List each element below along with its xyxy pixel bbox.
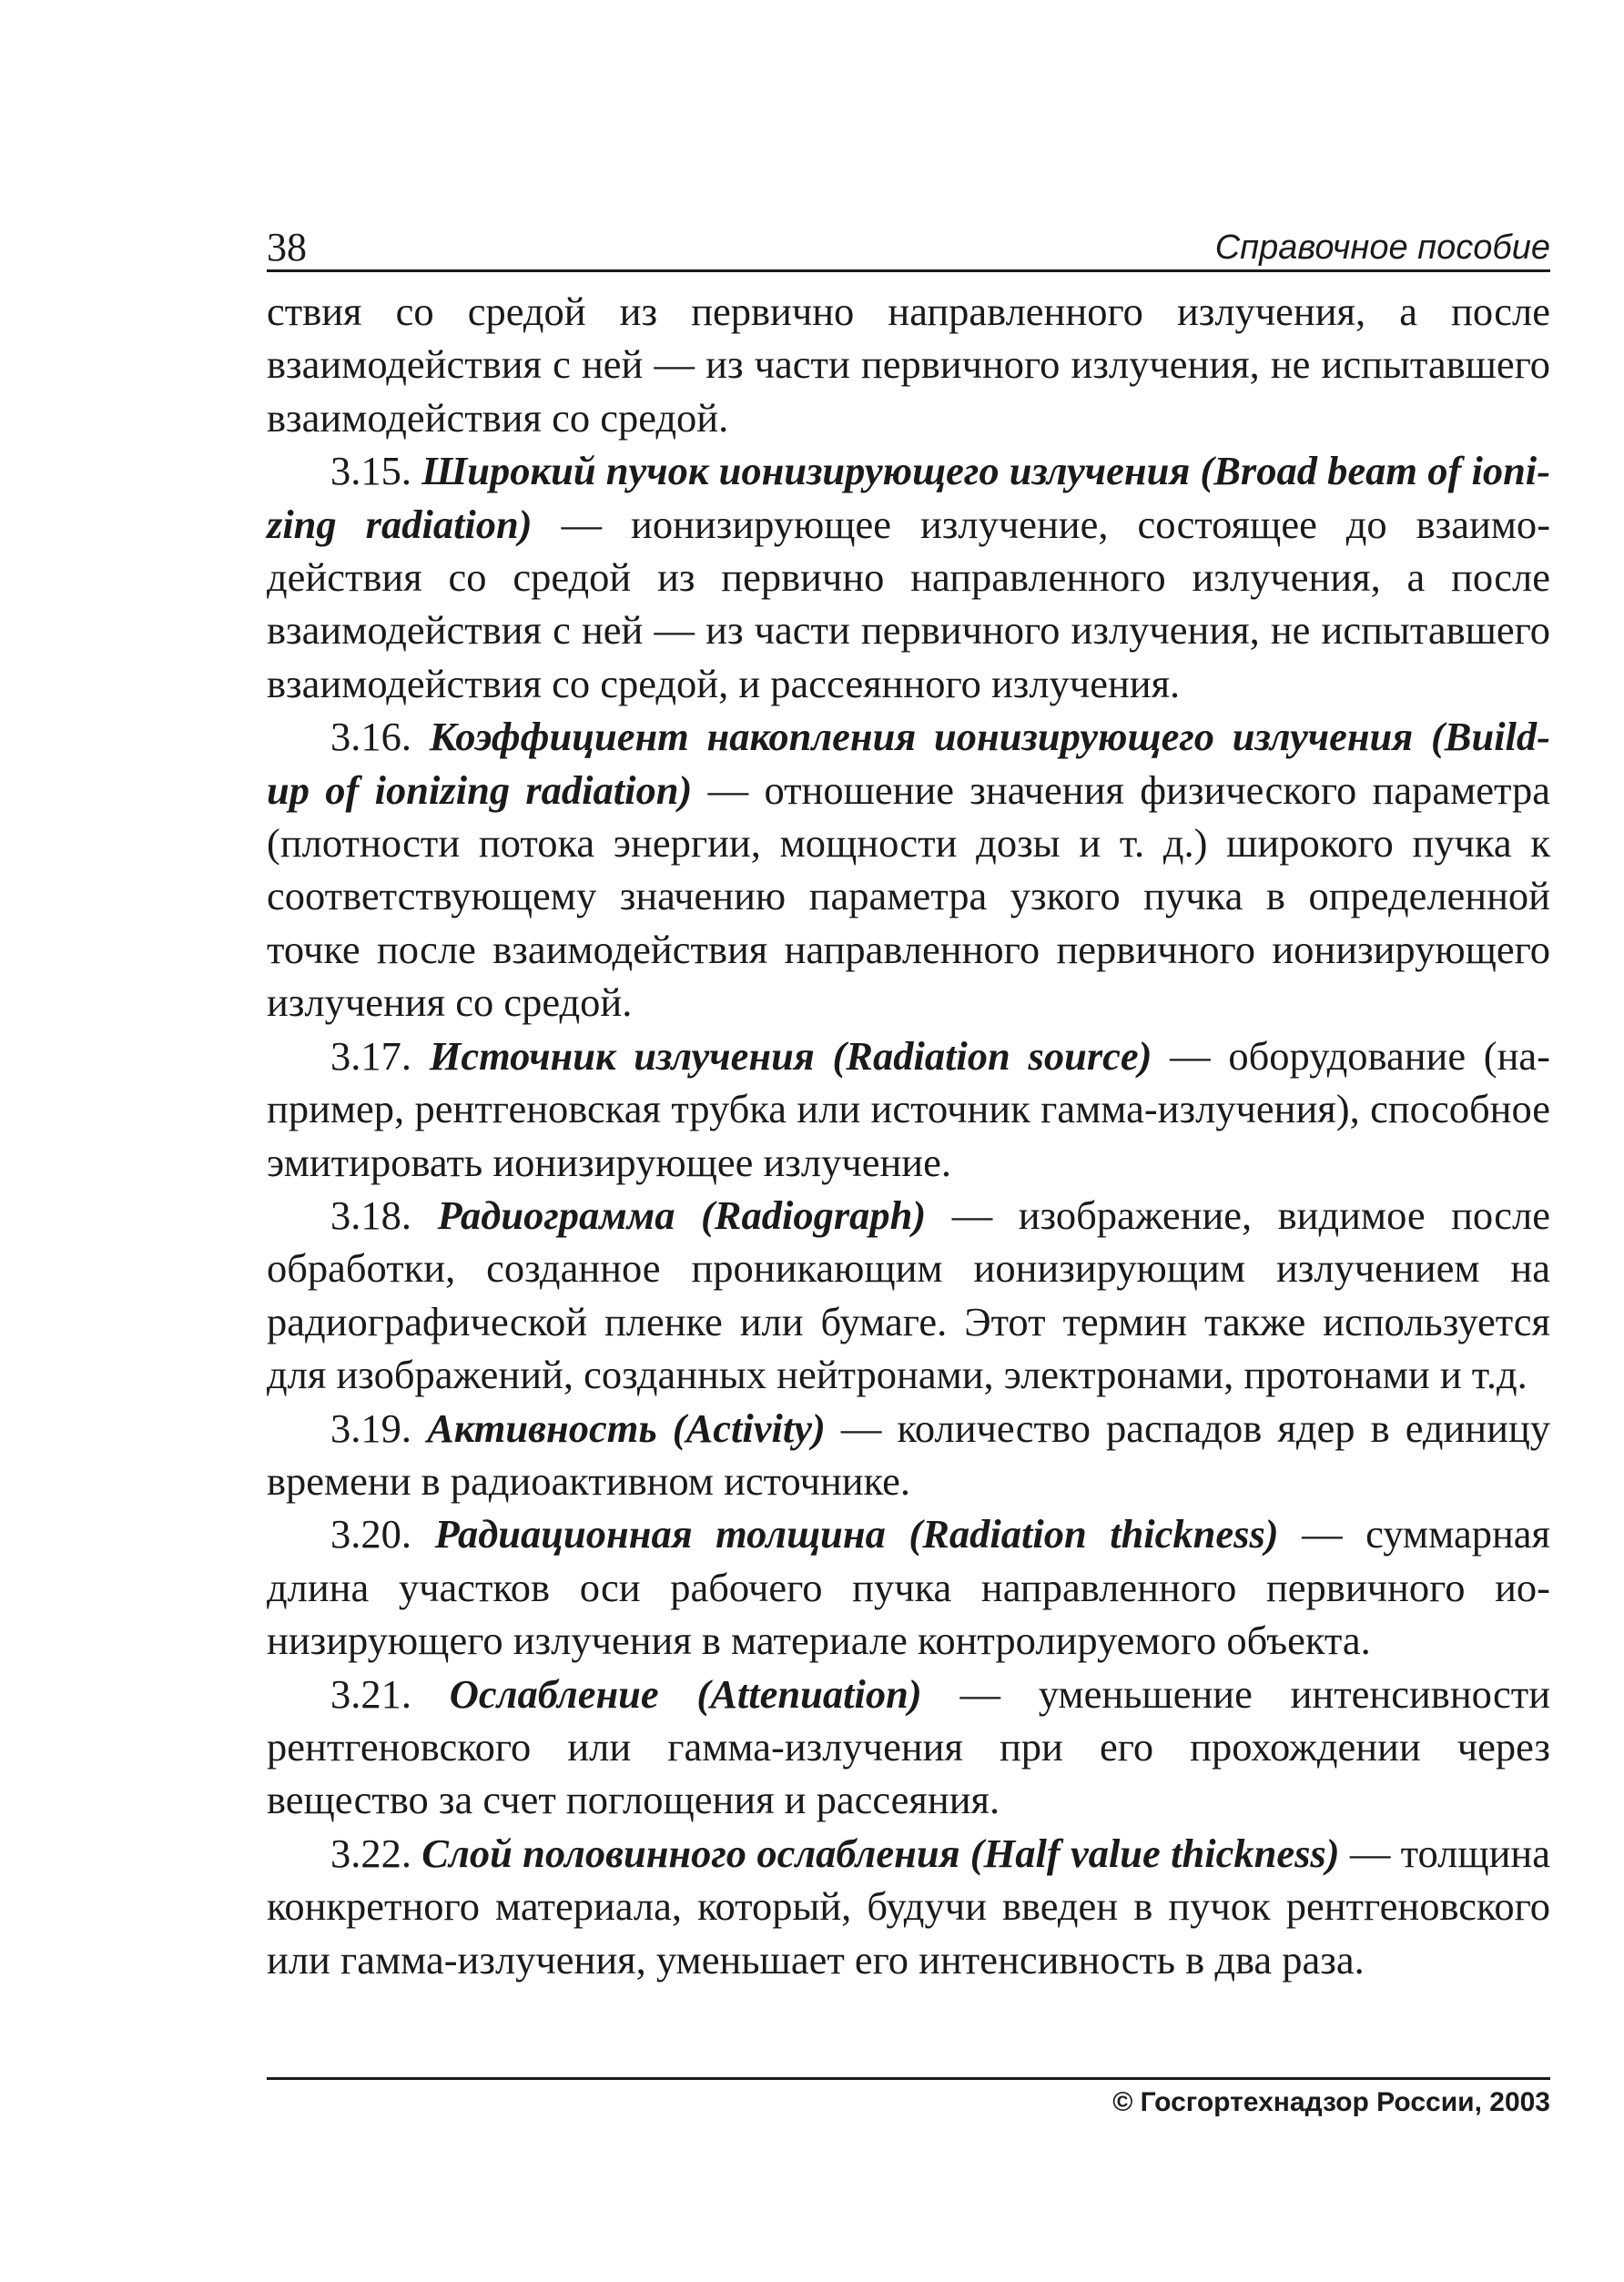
definition-3-16	[267, 710, 1550, 1029]
term-separator: —	[825, 1405, 898, 1451]
definition-3-19	[267, 1402, 1550, 1508]
term-separator: —	[532, 501, 632, 547]
book-title: Справочное пособие	[1214, 228, 1550, 267]
clause-number: 3.21.	[330, 1670, 450, 1717]
definition-text: количество распадов ядер в единицу времени в радиоактивном источнике.	[267, 1405, 1551, 1504]
definition-3-20	[267, 1507, 1550, 1667]
defined-term: Слой половинного ослабления (Half value thickness)	[421, 1830, 1340, 1876]
term-separator: —	[1339, 1830, 1401, 1876]
copyright-notice: © Госгортехнадзор России, 2003	[1112, 2087, 1550, 2117]
body-text	[267, 285, 1550, 1986]
term-separator: —	[1152, 1032, 1229, 1079]
term-separator: —	[1278, 1511, 1366, 1557]
defined-term: Коэффициент накопления ионизирующего излучения (Build-up of ionizing radiation)	[267, 714, 1550, 813]
paragraph-text: ствия со средой из первично направленного излучения, а после взаимодействия с ней — из части первичного излучения, не испытавшего взаимодействия со средой.	[267, 289, 1550, 441]
clause-number: 3.15.	[330, 448, 422, 494]
clause-number: 3.16.	[330, 714, 430, 760]
definition-3-17	[267, 1029, 1550, 1189]
clause-number: 3.17.	[330, 1032, 430, 1079]
running-head	[267, 226, 1550, 272]
defined-term: Ослабление (Attenuation)	[449, 1670, 922, 1717]
page-footer	[267, 2077, 1550, 2118]
page	[267, 226, 1550, 1986]
clause-number: 3.18.	[330, 1192, 438, 1238]
definition-text: уменьшение интенсивности рентгеновского или гамма-излучения при его прохождении через вещество за счет поглощения и рассеяния.	[267, 1670, 1551, 1823]
definition-text: изображение, видимое после обработки, созданное проникающим ионизирующим излучением на радиографической пленке или бумаге. Этот термин также используется для изображений, созданных нейтронами, электронами, протонами и т.д.	[267, 1192, 1551, 1398]
definition-3-15	[267, 444, 1550, 710]
term-separator: —	[692, 766, 765, 813]
definition-text: оборудование (например, рентгеновская трубка или источник гамма-излучения), способное эмитировать ионизирующее излучение.	[267, 1032, 1550, 1185]
paragraph-continuation	[267, 285, 1550, 444]
definition-text: ионизирующее излучение, состоящее до взаимодействия со средой из первично направленного излучения, а после взаимодействия с ней — из части первичного излучения, не испытавшего взаимодействия со средой, и рассеянного излучения.	[267, 501, 1551, 706]
defined-term: Радиационная толщина (Radiation thickness)	[434, 1511, 1279, 1557]
clause-number: 3.19.	[330, 1405, 428, 1451]
definition-text: отношение значения физического параметра (плотности потока энергии, мощности дозы и т. д.) широкого пучка к соответствующему значению параметра узкого пучка в определенной точке после взаимодействия направленного первичного ионизирующего излучения со средой.	[267, 766, 1550, 1026]
defined-term: Источник излучения (Radiation source)	[429, 1032, 1152, 1079]
clause-number: 3.20.	[330, 1511, 435, 1557]
defined-term: Радиограмма (Radiograph)	[437, 1192, 927, 1238]
term-separator: —	[921, 1670, 1039, 1717]
page-number: 38	[267, 225, 307, 269]
clause-number: 3.22.	[330, 1830, 422, 1876]
definition-text: суммарная длина участков оси рабочего пучка направленного первичного ионизирующего излучения в материале контролируемого объекта.	[267, 1511, 1550, 1664]
defined-term: Активность (Activity)	[427, 1405, 826, 1451]
defined-term: Широкий пучок ионизирующего излучения (Broad beam of ionizing radiation)	[267, 448, 1551, 547]
definition-text: толщина конкретного материала, который, будучи введен в пучок рентгеновского или гамма-излучения, уменьшает его интенсивность в два раза.	[267, 1830, 1551, 1983]
term-separator: —	[926, 1192, 1019, 1238]
definition-3-22	[267, 1827, 1550, 1986]
definition-3-18	[267, 1189, 1550, 1402]
definition-3-21	[267, 1668, 1550, 1827]
